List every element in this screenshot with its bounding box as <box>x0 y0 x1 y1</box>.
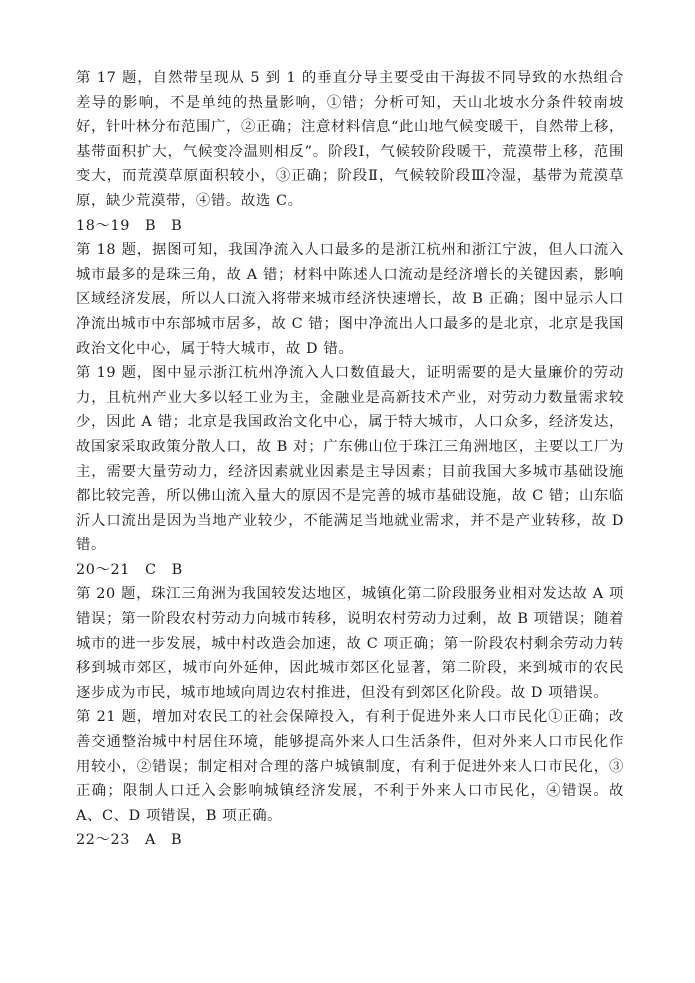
answer-key-20-21: 20～21 C B <box>76 561 183 578</box>
answer-key-18-19: 18～19 B B <box>76 217 183 234</box>
answer-explanation-page <box>76 66 624 853</box>
answer-key-22-23: 22～23 A B <box>76 832 183 849</box>
explanation-q21: 第 21 题，增加对农民工的社会保障投入，有利于促进外来人口市民化①正确；改善交通整治城中村居住环境，能够提高外来人口生活条件，但对外来人口市民化作用较小，②错误；制定相对合理的落户城镇制度，有利于促进外来人口市民化，③正确；限制人口迁入会影响城镇经济发展，不利于外来人口市民化，④错误。故 A、C、D 项错误，B 项正确。 <box>76 709 624 824</box>
explanation-q20: 第 20 题，珠江三角洲为我国较发达地区，城镇化第二阶段服务业相对发达故 A 项错误；第一阶段农村劳动力向城市转移，说明农村劳动力过剩，故 B 项错误；随着城市的进一步发展，城中村改造会加速，故 C 项正确；第一阶段农村剩余劳动力转移到城市郊区，城市向外延伸，因此城市郊区化显著，第二阶段，来到城市的农民逐步成为市民，城市地域向周边农村推进，但没有到郊区化阶段。故 D 项错误。 <box>76 586 624 701</box>
explanation-q19: 第 19 题，图中显示浙江杭州净流入人口数值最大，证明需要的是大量廉价的劳动力，且杭州产业大多以轻工业为主，金融业是高新技术产业，对劳动力数量需求较少，因此 A 错；北京是我国政治文化中心，属于特大城市，人口众多，经济发达，故国家采取政策分散人口，故 B 对；广东佛山位于珠江三角洲地区，主要以工厂为主，需要大量劳动力，经济因素就业因素是主导因素；目前我国大多城市基础设施都比较完善，所以佛山流入量大的原因不是完善的城市基础设施，故 C 错；山东临沂人口流出是因为当地产业较少，不能满足当地就业需求，并不是产业转移，故 D 错。 <box>76 365 624 554</box>
explanation-q17: 第 17 题，自然带呈现从 5 到 1 的垂直分导主要受由干海拔不同导致的水热组合差导的影响，不是单纯的热量影响，①错；分析可知，天山北坡水分条件较南坡好，针叶林分布范围广，②正确；注意材料信息“此山地气候变暖干，自然带上移，基带面积扩大，气候变冷温则相反”。阶段Ⅰ，气候较阶段暖干，荒漠带上移，范围变大，而荒漠草原面积较小，③正确；阶段Ⅱ，气候较阶段Ⅲ冷湿，基带为荒漠草原，缺少荒漠带，④错。故选 C。 <box>76 70 624 209</box>
explanation-q18: 第 18 题，据图可知，我国净流入人口最多的是浙江杭州和浙江宁波，但人口流入城市最多的是珠三角，故 A 错；材料中陈述人口流动是经济增长的关键因素，影响区域经济发展，所以人口流入将带来城市经济快速增长，故 B 正确；图中显示人口净流出城市中东部城市居多，故 C 错；图中净流出人口最多的是北京，北京是我国政治文化中心，属于特大城市，故 D 错。 <box>76 242 624 357</box>
